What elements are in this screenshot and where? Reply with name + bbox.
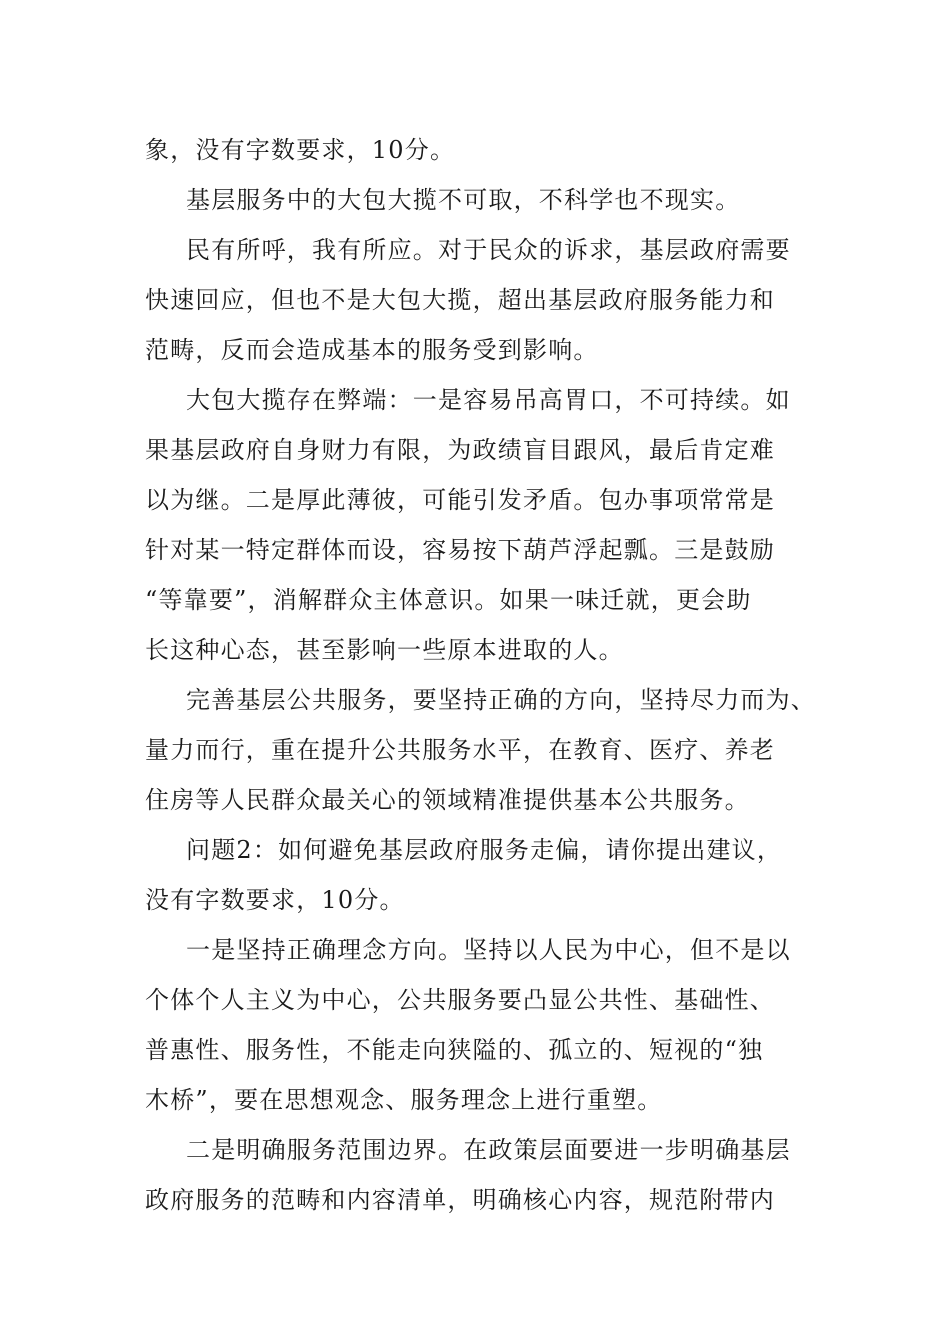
text-line: 没有字数要求，10分。 [145, 886, 405, 914]
text-line: 住房等人民群众最关心的领域精准提供基本公共服务。 [145, 786, 750, 814]
text-line: 问题2：如何避免基层政府服务走偏，请你提出建议， [186, 836, 783, 864]
text-line: 普惠性、服务性，不能走向狭隘的、孤立的、短视的“独 [145, 1036, 764, 1064]
text-line: 量力而行，重在提升公共服务水平，在教育、医疗、养老 [145, 736, 775, 764]
text-line: 果基层政府自身财力有限，为政绩盲目跟风，最后肯定难 [145, 436, 775, 464]
text-line: 完善基层公共服务，要坚持正确的方向，坚持尽力而为、 [186, 686, 816, 714]
text-line: 范畴，反而会造成基本的服务受到影响。 [145, 336, 599, 364]
text-line: 民有所呼，我有所应。对于民众的诉求，基层政府需要 [186, 236, 791, 264]
text-line: 快速回应，但也不是大包大揽，超出基层政府服务能力和 [145, 286, 775, 314]
text-line: 针对某一特定群体而设，容易按下葫芦浮起瓢。三是鼓励 [145, 536, 775, 564]
text-line: 木桥”，要在思想观念、服务理念上进行重塑。 [145, 1086, 663, 1114]
text-line: 大包大揽存在弊端：一是容易吊高胃口，不可持续。如 [186, 386, 791, 414]
text-line: 二是明确服务范围边界。在政策层面要进一步明确基层 [186, 1136, 791, 1164]
text-line: 以为继。二是厚此薄彼，可能引发矛盾。包办事项常常是 [145, 486, 775, 514]
text-line: 长这种心态，甚至影响一些原本进取的人。 [145, 636, 624, 664]
text-line: 基层服务中的大包大揽不可取，不科学也不现实。 [186, 186, 741, 214]
text-line: 象，没有字数要求，10分。 [145, 136, 456, 164]
text-line: 一是坚持正确理念方向。坚持以人民为中心，但不是以 [186, 936, 791, 964]
text-line: “等靠要”，消解群众主体意识。如果一味迁就，更会助 [145, 586, 752, 614]
text-line: 个体个人主义为中心，公共服务要凸显公共性、基础性、 [145, 986, 775, 1014]
text-line: 政府服务的范畴和内容清单，明确核心内容，规范附带内 [145, 1186, 775, 1214]
